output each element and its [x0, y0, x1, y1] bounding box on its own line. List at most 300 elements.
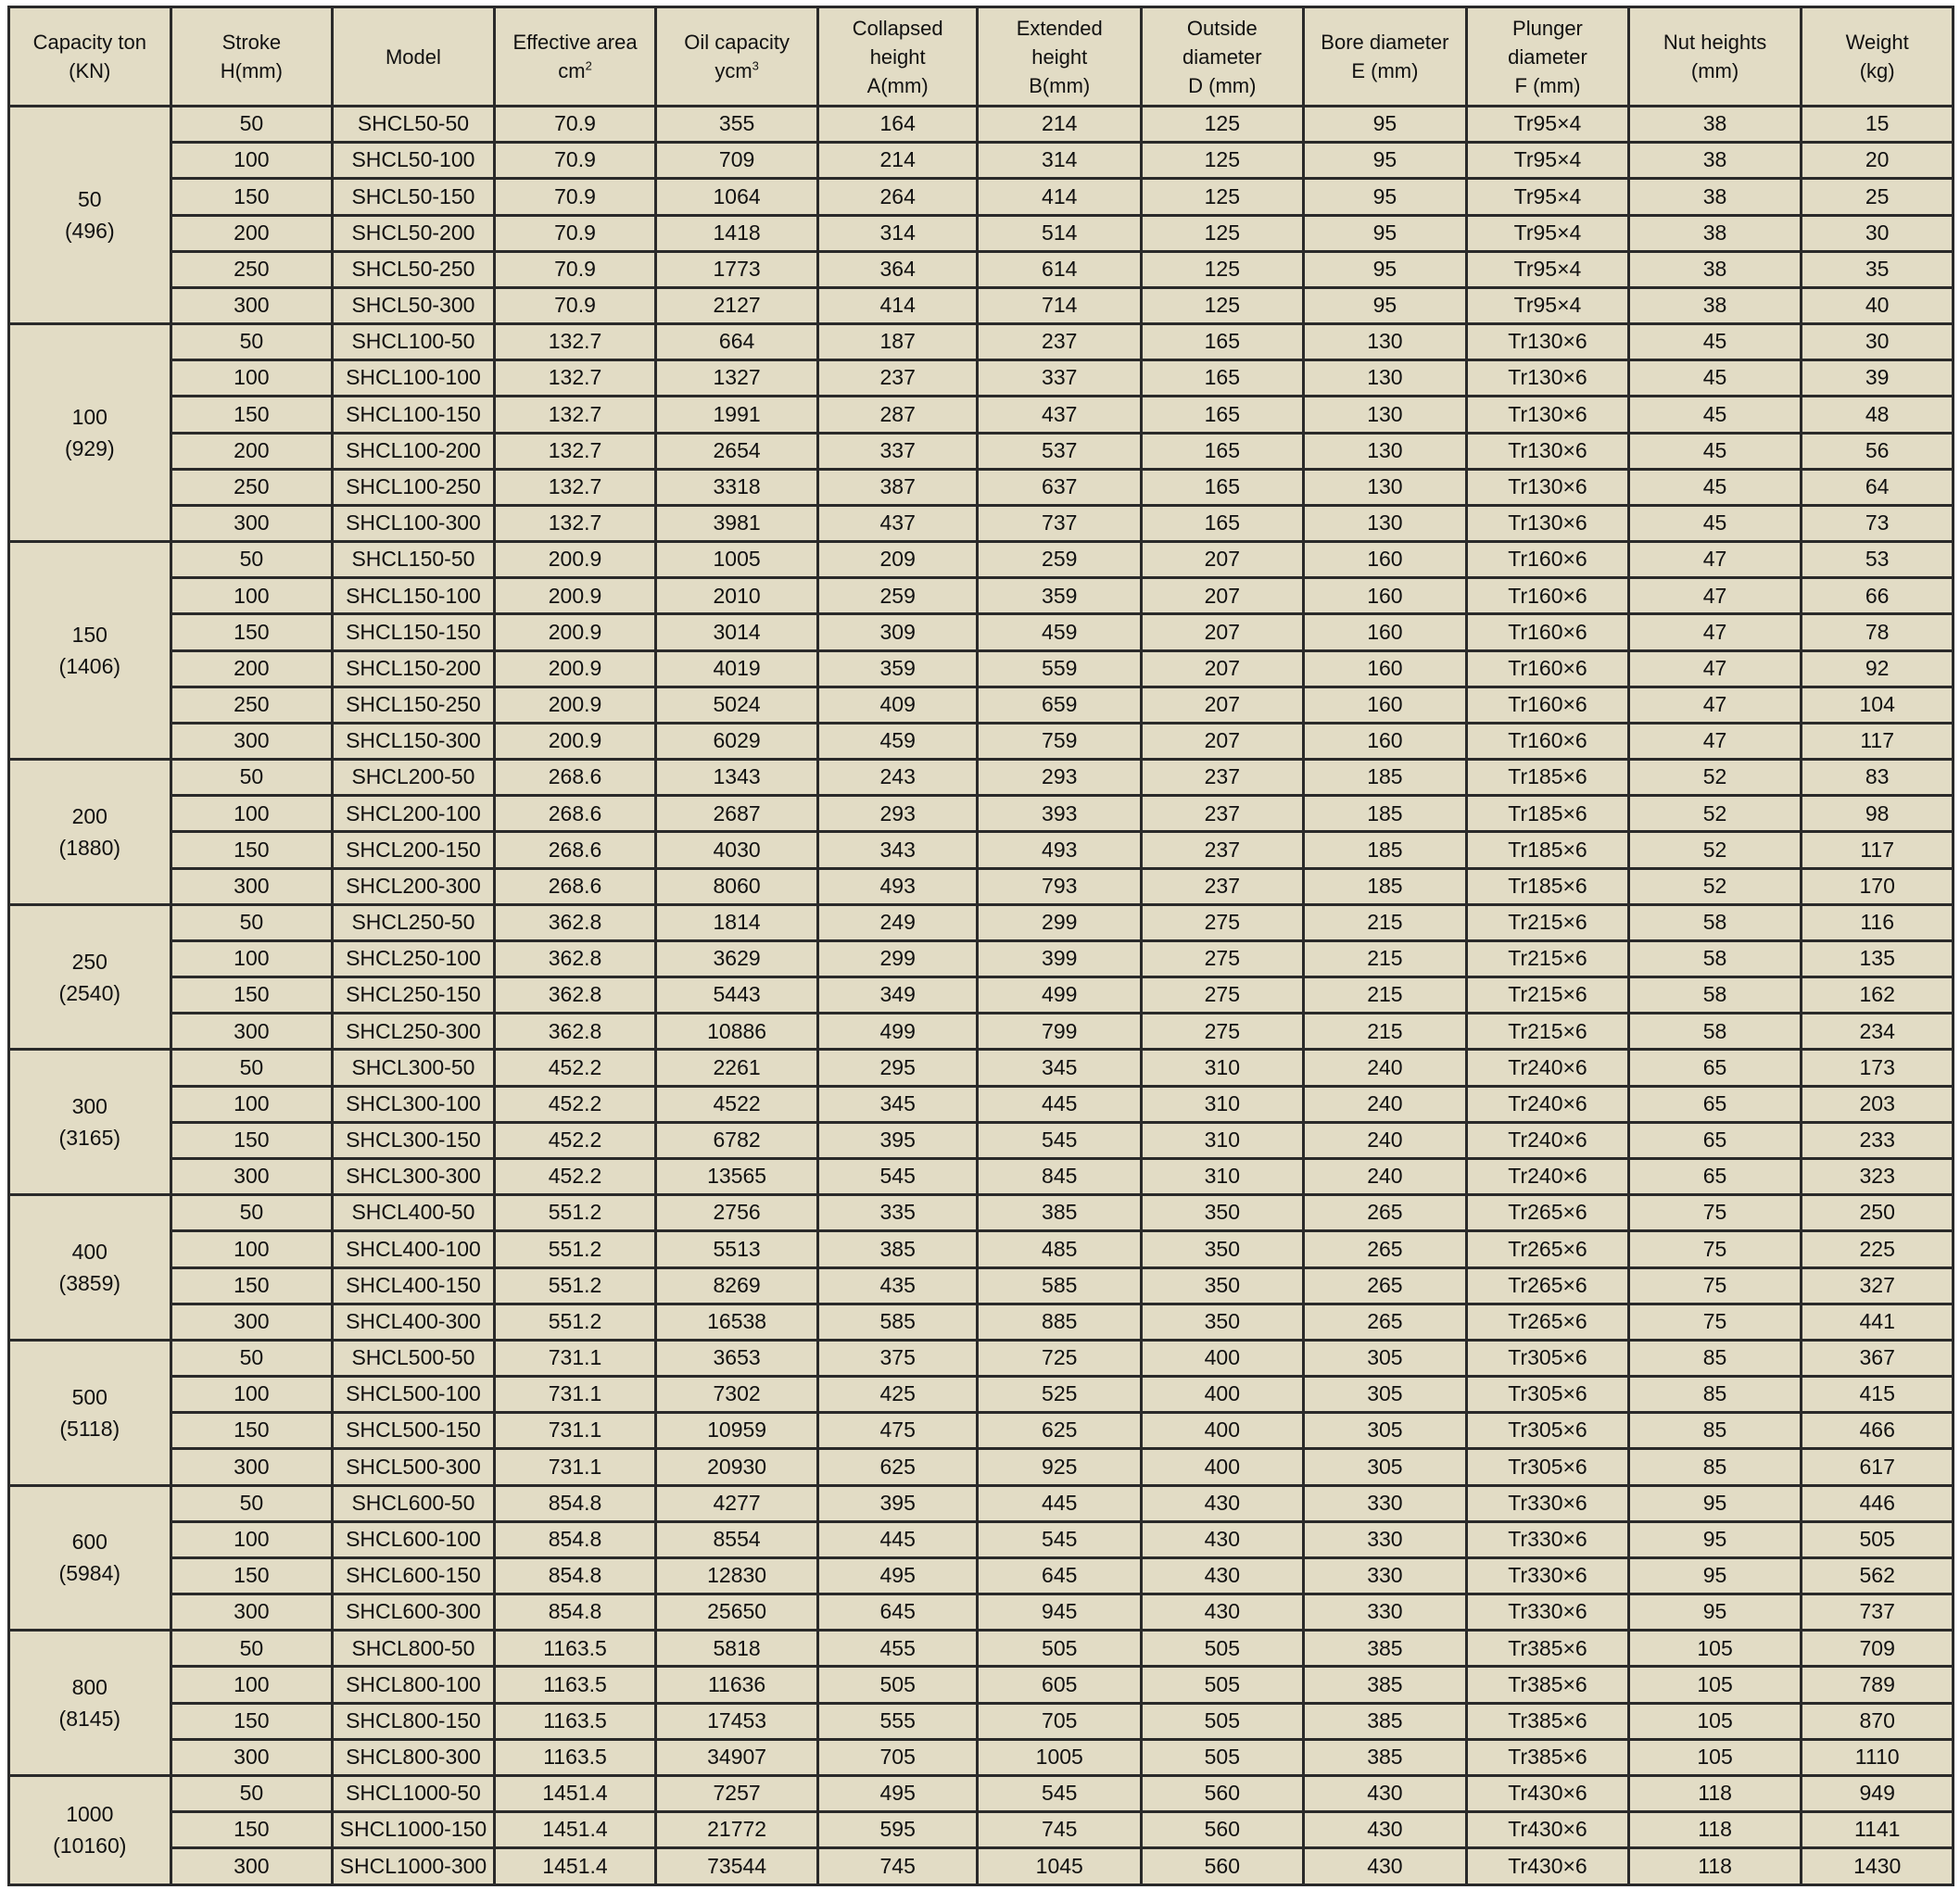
model-cell: SHCL500-50 [333, 1340, 495, 1376]
nut-height-cell: 118 [1628, 1848, 1802, 1885]
weight-cell: 737 [1802, 1594, 1954, 1631]
outside-diameter-cell: 350 [1142, 1195, 1304, 1231]
header-text-line: Stroke [221, 31, 282, 54]
stroke-cell: 50 [171, 1631, 333, 1667]
model-cell: SHCL200-150 [333, 832, 495, 868]
header-text-line: F (mm) [1514, 73, 1581, 97]
weight-cell: 30 [1802, 215, 1954, 251]
collapsed-height-cell: 237 [817, 360, 978, 397]
stroke-cell: 150 [171, 1413, 333, 1449]
collapsed-height-cell: 545 [817, 1158, 978, 1194]
header-collapsed-height [817, 7, 978, 107]
weight-cell: 949 [1802, 1775, 1954, 1811]
model-cell: SHCL500-100 [333, 1377, 495, 1413]
weight-cell: 39 [1802, 360, 1954, 397]
effective-area-cell: 362.8 [494, 940, 656, 976]
capacity-ton: 600 [71, 1530, 107, 1555]
nut-height-cell: 47 [1628, 614, 1802, 650]
bore-diameter-cell: 185 [1303, 760, 1467, 796]
nut-height-cell: 45 [1628, 433, 1802, 469]
bore-diameter-cell: 430 [1303, 1812, 1467, 1848]
model-cell: SHCL150-50 [333, 542, 495, 578]
effective-area-cell: 132.7 [494, 360, 656, 397]
capacity-ton: 100 [71, 405, 107, 430]
bore-diameter-cell: 330 [1303, 1557, 1467, 1594]
collapsed-height-cell: 164 [817, 107, 978, 143]
header-text-line: diameter [1508, 44, 1587, 69]
model-cell: SHCL400-150 [333, 1267, 495, 1304]
stroke-cell: 100 [171, 1521, 333, 1557]
bore-diameter-cell: 265 [1303, 1231, 1467, 1267]
header-bore-diameter [1303, 7, 1467, 107]
model-cell: SHCL300-50 [333, 1050, 495, 1086]
header-text-line: Outside [1186, 16, 1258, 40]
stroke-cell: 50 [171, 1050, 333, 1086]
model-cell: SHCL200-300 [333, 868, 495, 904]
header-text-line: Weight [1845, 31, 1909, 54]
capacity-cell [9, 324, 171, 542]
effective-area-cell: 731.1 [494, 1340, 656, 1376]
oil-capacity-cell: 21772 [656, 1812, 818, 1848]
model-cell: SHCL800-300 [333, 1739, 495, 1775]
header-text-line: B(mm) [1029, 73, 1091, 97]
model-cell: SHCL1000-300 [333, 1848, 495, 1885]
plunger-diameter-cell: Tr330×6 [1467, 1594, 1629, 1631]
extended-height-cell: 437 [978, 397, 1142, 433]
header-capacity [9, 7, 171, 107]
oil-capacity-cell: 17453 [656, 1703, 818, 1739]
stroke-cell: 300 [171, 868, 333, 904]
oil-capacity-cell: 5024 [656, 687, 818, 723]
extended-height-cell: 625 [978, 1413, 1142, 1449]
extended-height-cell: 493 [978, 832, 1142, 868]
outside-diameter-cell: 207 [1142, 578, 1304, 614]
stroke-cell: 100 [171, 578, 333, 614]
stroke-cell: 100 [171, 1086, 333, 1122]
nut-height-cell: 38 [1628, 215, 1802, 251]
extended-height-cell: 1005 [978, 1739, 1142, 1775]
weight-cell: 870 [1802, 1703, 1954, 1739]
nut-height-cell: 38 [1628, 251, 1802, 287]
nut-height-cell: 47 [1628, 542, 1802, 578]
model-cell: SHCL400-300 [333, 1304, 495, 1340]
oil-capacity-cell: 2127 [656, 287, 818, 323]
plunger-diameter-cell: Tr215×6 [1467, 1014, 1629, 1050]
table-row [9, 904, 1954, 940]
table-row [9, 1667, 1954, 1703]
capacity-cell [9, 1195, 171, 1341]
capacity-ton: 800 [71, 1675, 107, 1700]
model-cell: SHCL150-300 [333, 723, 495, 759]
nut-height-cell: 58 [1628, 904, 1802, 940]
effective-area-cell: 200.9 [494, 542, 656, 578]
table-row [9, 1521, 1954, 1557]
nut-height-cell: 52 [1628, 760, 1802, 796]
effective-area-cell: 1163.5 [494, 1739, 656, 1775]
nut-height-cell: 45 [1628, 505, 1802, 541]
plunger-diameter-cell: Tr305×6 [1467, 1413, 1629, 1449]
effective-area-cell: 70.9 [494, 215, 656, 251]
plunger-diameter-cell: Tr95×4 [1467, 143, 1629, 179]
extended-height-cell: 585 [978, 1267, 1142, 1304]
capacity-kn: (929) [64, 436, 115, 461]
table-row [9, 107, 1954, 143]
collapsed-height-cell: 385 [817, 1231, 978, 1267]
outside-diameter-cell: 310 [1142, 1050, 1304, 1086]
header-text-line: height [1031, 44, 1088, 69]
capacity-cell [9, 1050, 171, 1195]
nut-height-cell: 85 [1628, 1340, 1802, 1376]
table-row [9, 542, 1954, 578]
table-row [9, 1086, 1954, 1122]
model-cell: SHCL50-300 [333, 287, 495, 323]
stroke-cell: 100 [171, 143, 333, 179]
plunger-diameter-cell: Tr160×6 [1467, 650, 1629, 687]
outside-diameter-cell: 275 [1142, 904, 1304, 940]
bore-diameter-cell: 95 [1303, 143, 1467, 179]
table-row [9, 1775, 1954, 1811]
table-row [9, 433, 1954, 469]
header-text-line: Oil capacity [684, 31, 790, 54]
effective-area-cell: 362.8 [494, 977, 656, 1014]
weight-cell: 1110 [1802, 1739, 1954, 1775]
outside-diameter-cell: 310 [1142, 1122, 1304, 1158]
collapsed-height-cell: 437 [817, 505, 978, 541]
header-plunger-diameter [1467, 7, 1629, 107]
bore-diameter-cell: 215 [1303, 904, 1467, 940]
extended-height-cell: 793 [978, 868, 1142, 904]
plunger-diameter-cell: Tr130×6 [1467, 469, 1629, 505]
bore-diameter-cell: 385 [1303, 1739, 1467, 1775]
model-cell: SHCL500-150 [333, 1413, 495, 1449]
extended-height-cell: 485 [978, 1231, 1142, 1267]
collapsed-height-cell: 287 [817, 397, 978, 433]
plunger-diameter-cell: Tr305×6 [1467, 1449, 1629, 1485]
capacity-ton: 300 [71, 1094, 107, 1119]
table-row [9, 832, 1954, 868]
outside-diameter-cell: 560 [1142, 1812, 1304, 1848]
collapsed-height-cell: 595 [817, 1812, 978, 1848]
stroke-cell: 300 [171, 287, 333, 323]
table-row [9, 760, 1954, 796]
collapsed-height-cell: 395 [817, 1485, 978, 1521]
oil-capacity-cell: 6029 [656, 723, 818, 759]
model-cell: SHCL600-100 [333, 1521, 495, 1557]
nut-height-cell: 95 [1628, 1521, 1802, 1557]
plunger-diameter-cell: Tr240×6 [1467, 1122, 1629, 1158]
weight-cell: 441 [1802, 1304, 1954, 1340]
table-row [9, 179, 1954, 215]
oil-capacity-cell: 7302 [656, 1377, 818, 1413]
collapsed-height-cell: 495 [817, 1557, 978, 1594]
header-text-line: Bore diameter [1321, 31, 1449, 54]
collapsed-height-cell: 335 [817, 1195, 978, 1231]
plunger-diameter-cell: Tr130×6 [1467, 324, 1629, 360]
extended-height-cell: 799 [978, 1014, 1142, 1050]
effective-area-cell: 200.9 [494, 723, 656, 759]
plunger-diameter-cell: Tr265×6 [1467, 1304, 1629, 1340]
effective-area-cell: 132.7 [494, 324, 656, 360]
outside-diameter-cell: 165 [1142, 505, 1304, 541]
model-cell: SHCL1000-150 [333, 1812, 495, 1848]
model-cell: SHCL300-300 [333, 1158, 495, 1194]
oil-capacity-cell: 3629 [656, 940, 818, 976]
plunger-diameter-cell: Tr160×6 [1467, 614, 1629, 650]
oil-capacity-cell: 2756 [656, 1195, 818, 1231]
plunger-diameter-cell: Tr265×6 [1467, 1267, 1629, 1304]
plunger-diameter-cell: Tr240×6 [1467, 1086, 1629, 1122]
collapsed-height-cell: 475 [817, 1413, 978, 1449]
plunger-diameter-cell: Tr185×6 [1467, 868, 1629, 904]
model-cell: SHCL300-150 [333, 1122, 495, 1158]
plunger-diameter-cell: Tr330×6 [1467, 1521, 1629, 1557]
capacity-kn: (1880) [58, 835, 121, 860]
nut-height-cell: 47 [1628, 723, 1802, 759]
effective-area-cell: 452.2 [494, 1158, 656, 1194]
effective-area-cell: 268.6 [494, 796, 656, 832]
oil-capacity-cell: 3014 [656, 614, 818, 650]
table-row [9, 614, 1954, 650]
nut-height-cell: 95 [1628, 1557, 1802, 1594]
table-row [9, 1377, 1954, 1413]
weight-cell: 64 [1802, 469, 1954, 505]
stroke-cell: 50 [171, 542, 333, 578]
extended-height-cell: 393 [978, 796, 1142, 832]
oil-capacity-cell: 11636 [656, 1667, 818, 1703]
extended-height-cell: 845 [978, 1158, 1142, 1194]
effective-area-cell: 268.6 [494, 832, 656, 868]
capacity-cell [9, 107, 171, 324]
table-row [9, 215, 1954, 251]
weight-cell: 234 [1802, 1014, 1954, 1050]
collapsed-height-cell: 455 [817, 1631, 978, 1667]
oil-capacity-cell: 1418 [656, 215, 818, 251]
extended-height-cell: 659 [978, 687, 1142, 723]
header-text-line: (KN) [69, 59, 111, 82]
weight-cell: 233 [1802, 1122, 1954, 1158]
collapsed-height-cell: 299 [817, 940, 978, 976]
model-cell: SHCL200-50 [333, 760, 495, 796]
extended-height-cell: 725 [978, 1340, 1142, 1376]
weight-cell: 505 [1802, 1521, 1954, 1557]
extended-height-cell: 885 [978, 1304, 1142, 1340]
plunger-diameter-cell: Tr330×6 [1467, 1557, 1629, 1594]
oil-capacity-cell: 4522 [656, 1086, 818, 1122]
weight-cell: 104 [1802, 687, 1954, 723]
stroke-cell: 150 [171, 1267, 333, 1304]
table-row [9, 650, 1954, 687]
oil-capacity-cell: 355 [656, 107, 818, 143]
stroke-cell: 50 [171, 1340, 333, 1376]
extended-height-cell: 525 [978, 1377, 1142, 1413]
weight-cell: 466 [1802, 1413, 1954, 1449]
plunger-diameter-cell: Tr95×4 [1467, 215, 1629, 251]
plunger-diameter-cell: Tr385×6 [1467, 1631, 1629, 1667]
outside-diameter-cell: 400 [1142, 1377, 1304, 1413]
plunger-diameter-cell: Tr305×6 [1467, 1377, 1629, 1413]
header-text-line: Effective area [512, 31, 638, 54]
oil-capacity-cell: 4277 [656, 1485, 818, 1521]
nut-height-cell: 85 [1628, 1449, 1802, 1485]
effective-area-cell: 1163.5 [494, 1631, 656, 1667]
nut-height-cell: 47 [1628, 650, 1802, 687]
oil-capacity-cell: 2654 [656, 433, 818, 469]
effective-area-cell: 854.8 [494, 1557, 656, 1594]
model-cell: SHCL600-50 [333, 1485, 495, 1521]
table-row [9, 1231, 1954, 1267]
collapsed-height-cell: 435 [817, 1267, 978, 1304]
table-row [9, 1557, 1954, 1594]
table-row [9, 360, 1954, 397]
table-row [9, 1413, 1954, 1449]
outside-diameter-cell: 350 [1142, 1304, 1304, 1340]
model-cell: SHCL800-100 [333, 1667, 495, 1703]
weight-cell: 1141 [1802, 1812, 1954, 1848]
bore-diameter-cell: 130 [1303, 360, 1467, 397]
stroke-cell: 150 [171, 397, 333, 433]
weight-cell: 40 [1802, 287, 1954, 323]
bore-diameter-cell: 265 [1303, 1267, 1467, 1304]
weight-cell: 327 [1802, 1267, 1954, 1304]
extended-height-cell: 293 [978, 760, 1142, 796]
nut-height-cell: 38 [1628, 179, 1802, 215]
outside-diameter-cell: 275 [1142, 977, 1304, 1014]
table-row [9, 1703, 1954, 1739]
nut-height-cell: 38 [1628, 107, 1802, 143]
extended-height-cell: 637 [978, 469, 1142, 505]
capacity-cell [9, 1485, 171, 1631]
extended-height-cell: 945 [978, 1594, 1142, 1631]
stroke-cell: 50 [171, 1485, 333, 1521]
weight-cell: 73 [1802, 505, 1954, 541]
collapsed-height-cell: 264 [817, 179, 978, 215]
oil-capacity-cell: 5513 [656, 1231, 818, 1267]
effective-area-cell: 1163.5 [494, 1703, 656, 1739]
bore-diameter-cell: 185 [1303, 796, 1467, 832]
bore-diameter-cell: 385 [1303, 1631, 1467, 1667]
stroke-cell: 150 [171, 1557, 333, 1594]
stroke-cell: 100 [171, 796, 333, 832]
effective-area-cell: 551.2 [494, 1267, 656, 1304]
model-cell: SHCL250-100 [333, 940, 495, 976]
outside-diameter-cell: 400 [1142, 1449, 1304, 1485]
extended-height-cell: 445 [978, 1485, 1142, 1521]
stroke-cell: 200 [171, 433, 333, 469]
nut-height-cell: 105 [1628, 1667, 1802, 1703]
collapsed-height-cell: 364 [817, 251, 978, 287]
effective-area-cell: 200.9 [494, 614, 656, 650]
weight-cell: 1430 [1802, 1848, 1954, 1885]
bore-diameter-cell: 185 [1303, 832, 1467, 868]
effective-area-cell: 132.7 [494, 469, 656, 505]
oil-capacity-cell: 73544 [656, 1848, 818, 1885]
outside-diameter-cell: 400 [1142, 1413, 1304, 1449]
stroke-cell: 100 [171, 1377, 333, 1413]
plunger-diameter-cell: Tr430×6 [1467, 1775, 1629, 1811]
effective-area-cell: 1163.5 [494, 1667, 656, 1703]
bore-diameter-cell: 130 [1303, 505, 1467, 541]
nut-height-cell: 85 [1628, 1413, 1802, 1449]
nut-height-cell: 58 [1628, 1014, 1802, 1050]
header-text-line: Collapsed [852, 16, 943, 40]
plunger-diameter-cell: Tr95×4 [1467, 179, 1629, 215]
collapsed-height-cell: 555 [817, 1703, 978, 1739]
plunger-diameter-cell: Tr95×4 [1467, 287, 1629, 323]
effective-area-cell: 731.1 [494, 1449, 656, 1485]
model-cell: SHCL50-50 [333, 107, 495, 143]
stroke-cell: 150 [171, 614, 333, 650]
header-stroke [171, 7, 333, 107]
oil-capacity-cell: 2010 [656, 578, 818, 614]
header-text-line: cm [558, 59, 586, 82]
header-superscript: 2 [585, 58, 592, 73]
extended-height-cell: 537 [978, 433, 1142, 469]
effective-area-cell: 70.9 [494, 251, 656, 287]
plunger-diameter-cell: Tr185×6 [1467, 832, 1629, 868]
outside-diameter-cell: 505 [1142, 1667, 1304, 1703]
table-row [9, 1050, 1954, 1086]
extended-height-cell: 259 [978, 542, 1142, 578]
capacity-cell [9, 1340, 171, 1485]
capacity-ton: 1000 [66, 1802, 114, 1827]
oil-capacity-cell: 1773 [656, 251, 818, 287]
oil-capacity-cell: 10886 [656, 1014, 818, 1050]
outside-diameter-cell: 125 [1142, 179, 1304, 215]
oil-capacity-cell: 20930 [656, 1449, 818, 1485]
oil-capacity-cell: 1327 [656, 360, 818, 397]
capacity-ton: 400 [71, 1240, 107, 1264]
table-row [9, 469, 1954, 505]
header-text-line: H(mm) [220, 59, 283, 82]
weight-cell: 170 [1802, 868, 1954, 904]
bore-diameter-cell: 160 [1303, 650, 1467, 687]
model-cell: SHCL800-50 [333, 1631, 495, 1667]
bore-diameter-cell: 430 [1303, 1848, 1467, 1885]
oil-capacity-cell: 8269 [656, 1267, 818, 1304]
bore-diameter-cell: 330 [1303, 1521, 1467, 1557]
header-outside-diameter [1142, 7, 1304, 107]
table-row [9, 397, 1954, 433]
weight-cell: 15 [1802, 107, 1954, 143]
effective-area-cell: 452.2 [494, 1086, 656, 1122]
header-text-line: D (mm) [1188, 73, 1257, 97]
table-row [9, 1267, 1954, 1304]
header-text-line: ycm [714, 59, 752, 82]
bore-diameter-cell: 160 [1303, 578, 1467, 614]
collapsed-height-cell: 493 [817, 868, 978, 904]
header-text-line: (mm) [1690, 59, 1739, 82]
model-cell: SHCL250-150 [333, 977, 495, 1014]
outside-diameter-cell: 165 [1142, 324, 1304, 360]
model-cell: SHCL600-300 [333, 1594, 495, 1631]
stroke-cell: 300 [171, 505, 333, 541]
collapsed-height-cell: 214 [817, 143, 978, 179]
bore-diameter-cell: 185 [1303, 868, 1467, 904]
model-cell: SHCL400-100 [333, 1231, 495, 1267]
specification-table [7, 6, 1954, 1886]
extended-height-cell: 505 [978, 1631, 1142, 1667]
effective-area-cell: 70.9 [494, 107, 656, 143]
stroke-cell: 200 [171, 215, 333, 251]
effective-area-cell: 132.7 [494, 397, 656, 433]
stroke-cell: 100 [171, 940, 333, 976]
effective-area-cell: 268.6 [494, 868, 656, 904]
stroke-cell: 50 [171, 324, 333, 360]
outside-diameter-cell: 237 [1142, 832, 1304, 868]
bore-diameter-cell: 240 [1303, 1050, 1467, 1086]
oil-capacity-cell: 25650 [656, 1594, 818, 1631]
stroke-cell: 150 [171, 1703, 333, 1739]
